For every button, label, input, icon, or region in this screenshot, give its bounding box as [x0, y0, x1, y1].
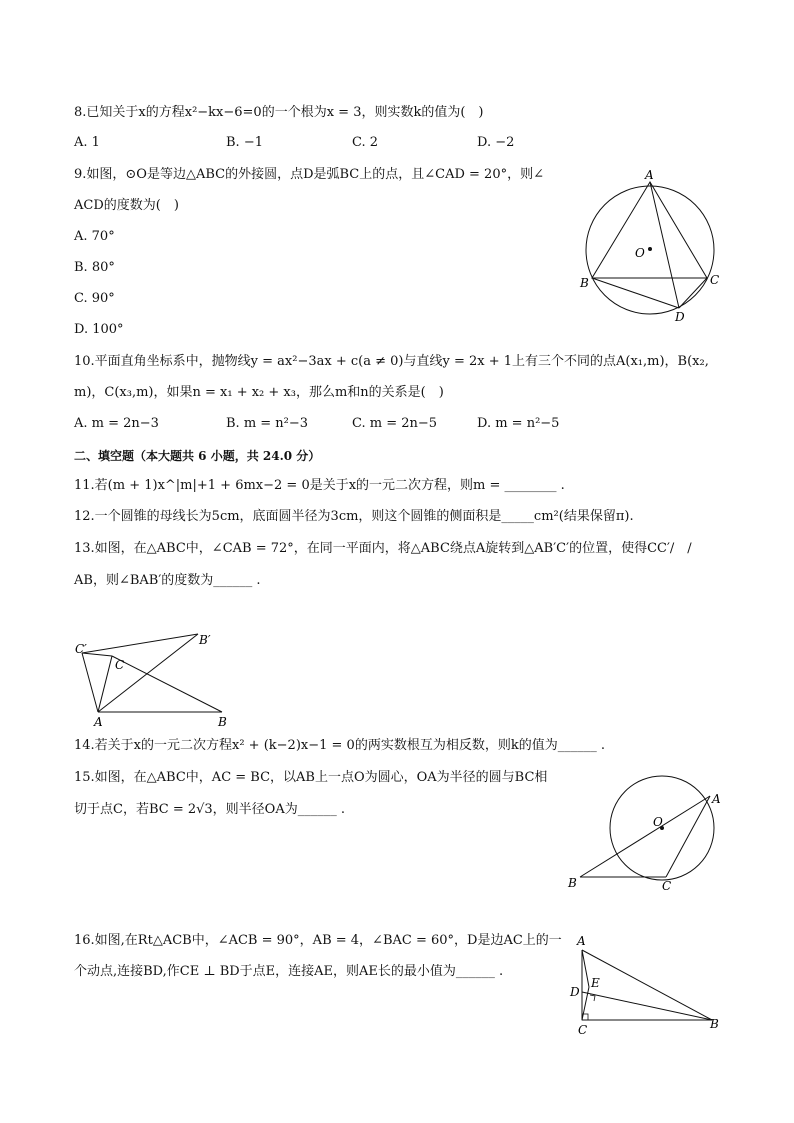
q13-figure: [70, 626, 245, 730]
q9-triangle-abc: [592, 182, 707, 278]
q16-stem-line1: 16.如图,在Rt△ACB中，∠ACB = 90°，AB = 4，∠BAC = 60°，D是边AC上的一: [74, 933, 562, 948]
q15-stem-line2: 切于点C，若BC = 2√3，则半径OA为______ .: [74, 802, 345, 817]
q10-option-a[interactable]: A. m = 2n−3: [74, 416, 159, 431]
q15-label-b: B: [568, 876, 577, 890]
q16-label-e: E: [591, 976, 600, 990]
q13-segment-ab-prime: [98, 634, 198, 712]
q10-stem-line1: 10.平面直角坐标系中，抛物线y = ax²−3ax + c(a ≠ 0)与直线y = 2x + 1上有三个不同的点A(x₁,m)，B(x₂,: [74, 354, 709, 369]
q9-option-a[interactable]: A. 70°: [74, 229, 115, 244]
q15-label-a: A: [712, 792, 721, 806]
q15-label-c: C: [662, 879, 672, 892]
q8-option-b[interactable]: B. −1: [226, 135, 263, 150]
q15-stem-line1: 15.如图，在△ABC中，AC = BC，以AB上一点O为圆心，OA为半径的圆与BC相: [74, 770, 548, 785]
q16-label-d: D: [570, 985, 580, 999]
q15-label-o: O: [653, 815, 663, 829]
q13-label-b-prime: B′: [199, 633, 211, 647]
q9-label-c: C: [710, 273, 720, 287]
q8-option-d[interactable]: D. −2: [477, 135, 515, 150]
q10-stem-line2: m)，C(x₃,m)，如果n = x₁ + x₂ + x₃，那么m和n的关系是( ): [74, 385, 444, 400]
q13-label-c: C: [115, 658, 125, 672]
q13-segment-cprime-bprime: [82, 634, 198, 653]
q13-stem-line1: 13.如图，在△ABC中，∠CAB = 72°，在同一平面内，将△ABC绕点A旋转到△AB′C′的位置，使得CC′/ /: [74, 541, 692, 556]
q16-figure: [566, 930, 726, 1040]
q16-label-c: C: [578, 1023, 588, 1037]
q13-label-b: B: [218, 715, 227, 729]
q9-option-c[interactable]: C. 90°: [74, 291, 115, 306]
q13-stem-line2: AB，则∠BAB′的度数为______ .: [74, 573, 261, 588]
q9-option-d[interactable]: D. 100°: [74, 322, 124, 337]
q14-stem: 14.若关于x的一元二次方程x² + (k−2)x−1 = 0的两实数根互为相反数，则k的值为______ .: [74, 738, 605, 753]
q9-label-a: A: [645, 168, 654, 182]
q15-segment-ba: [580, 796, 710, 877]
q9-option-b[interactable]: B. 80°: [74, 260, 115, 275]
q10-option-d[interactable]: D. m = n²−5: [477, 416, 560, 431]
q9-stem-line2: ACD的度数为( ): [74, 198, 179, 213]
q16-segment-ab: [582, 950, 712, 1020]
q13-segment-ac-prime: [82, 653, 98, 712]
q15-segment-ca: [666, 796, 710, 877]
q13-segment-cb: [112, 656, 222, 712]
q13-segment-ac: [98, 656, 112, 712]
q16-stem-line2: 个动点,连接BD,作CE ⊥ BD于点E，连接AE，则AE长的最小值为______ .: [74, 964, 504, 979]
q16-segment-bd: [582, 992, 712, 1020]
q8-option-a[interactable]: A. 1: [74, 135, 100, 150]
q16-label-a: A: [577, 934, 586, 948]
section-2-title: 二、填空题（本大题共 6 小题，共 24.0 分）: [74, 449, 321, 463]
q9-center-dot: [648, 247, 652, 251]
q10-option-c[interactable]: C. m = 2n−5: [352, 416, 438, 431]
q9-stem-line1: 9.如图，⊙O是等边△ABC的外接圆，点D是弧BC上的点，且∠CAD = 20°，则∠: [74, 167, 544, 182]
q12-stem: 12.一个圆锥的母线长为5cm，底面圆半径为3cm，则这个圆锥的侧面积是_____cm²(结果保留π).: [74, 509, 634, 524]
q13-label-c-prime: C′: [75, 642, 87, 656]
q15-figure: [562, 772, 732, 892]
q10-option-b[interactable]: B. m = n²−3: [226, 416, 309, 431]
q9-label-o: O: [635, 246, 645, 260]
q9-segment-bd: [592, 278, 679, 308]
q13-label-a: A: [94, 715, 103, 729]
q9-figure: [574, 168, 724, 328]
q9-label-b: B: [580, 276, 589, 290]
q8-option-c[interactable]: C. 2: [352, 135, 379, 150]
q16-right-angle-e: [590, 995, 595, 1001]
q9-segment-dc: [679, 278, 707, 308]
q11-stem: 11.若(m + 1)x^|m|+1 + 6mx−2 = 0是关于x的一元二次方程，则m = ________ .: [74, 478, 565, 493]
q8-stem: 8.已知关于x的方程x²−kx−6=0的一个根为x = 3，则实数k的值为( ): [74, 105, 484, 120]
q16-segment-ae: [582, 950, 589, 987]
q16-label-b: B: [710, 1017, 719, 1031]
q9-label-d: D: [675, 310, 685, 324]
q9-segment-ad: [650, 182, 679, 308]
